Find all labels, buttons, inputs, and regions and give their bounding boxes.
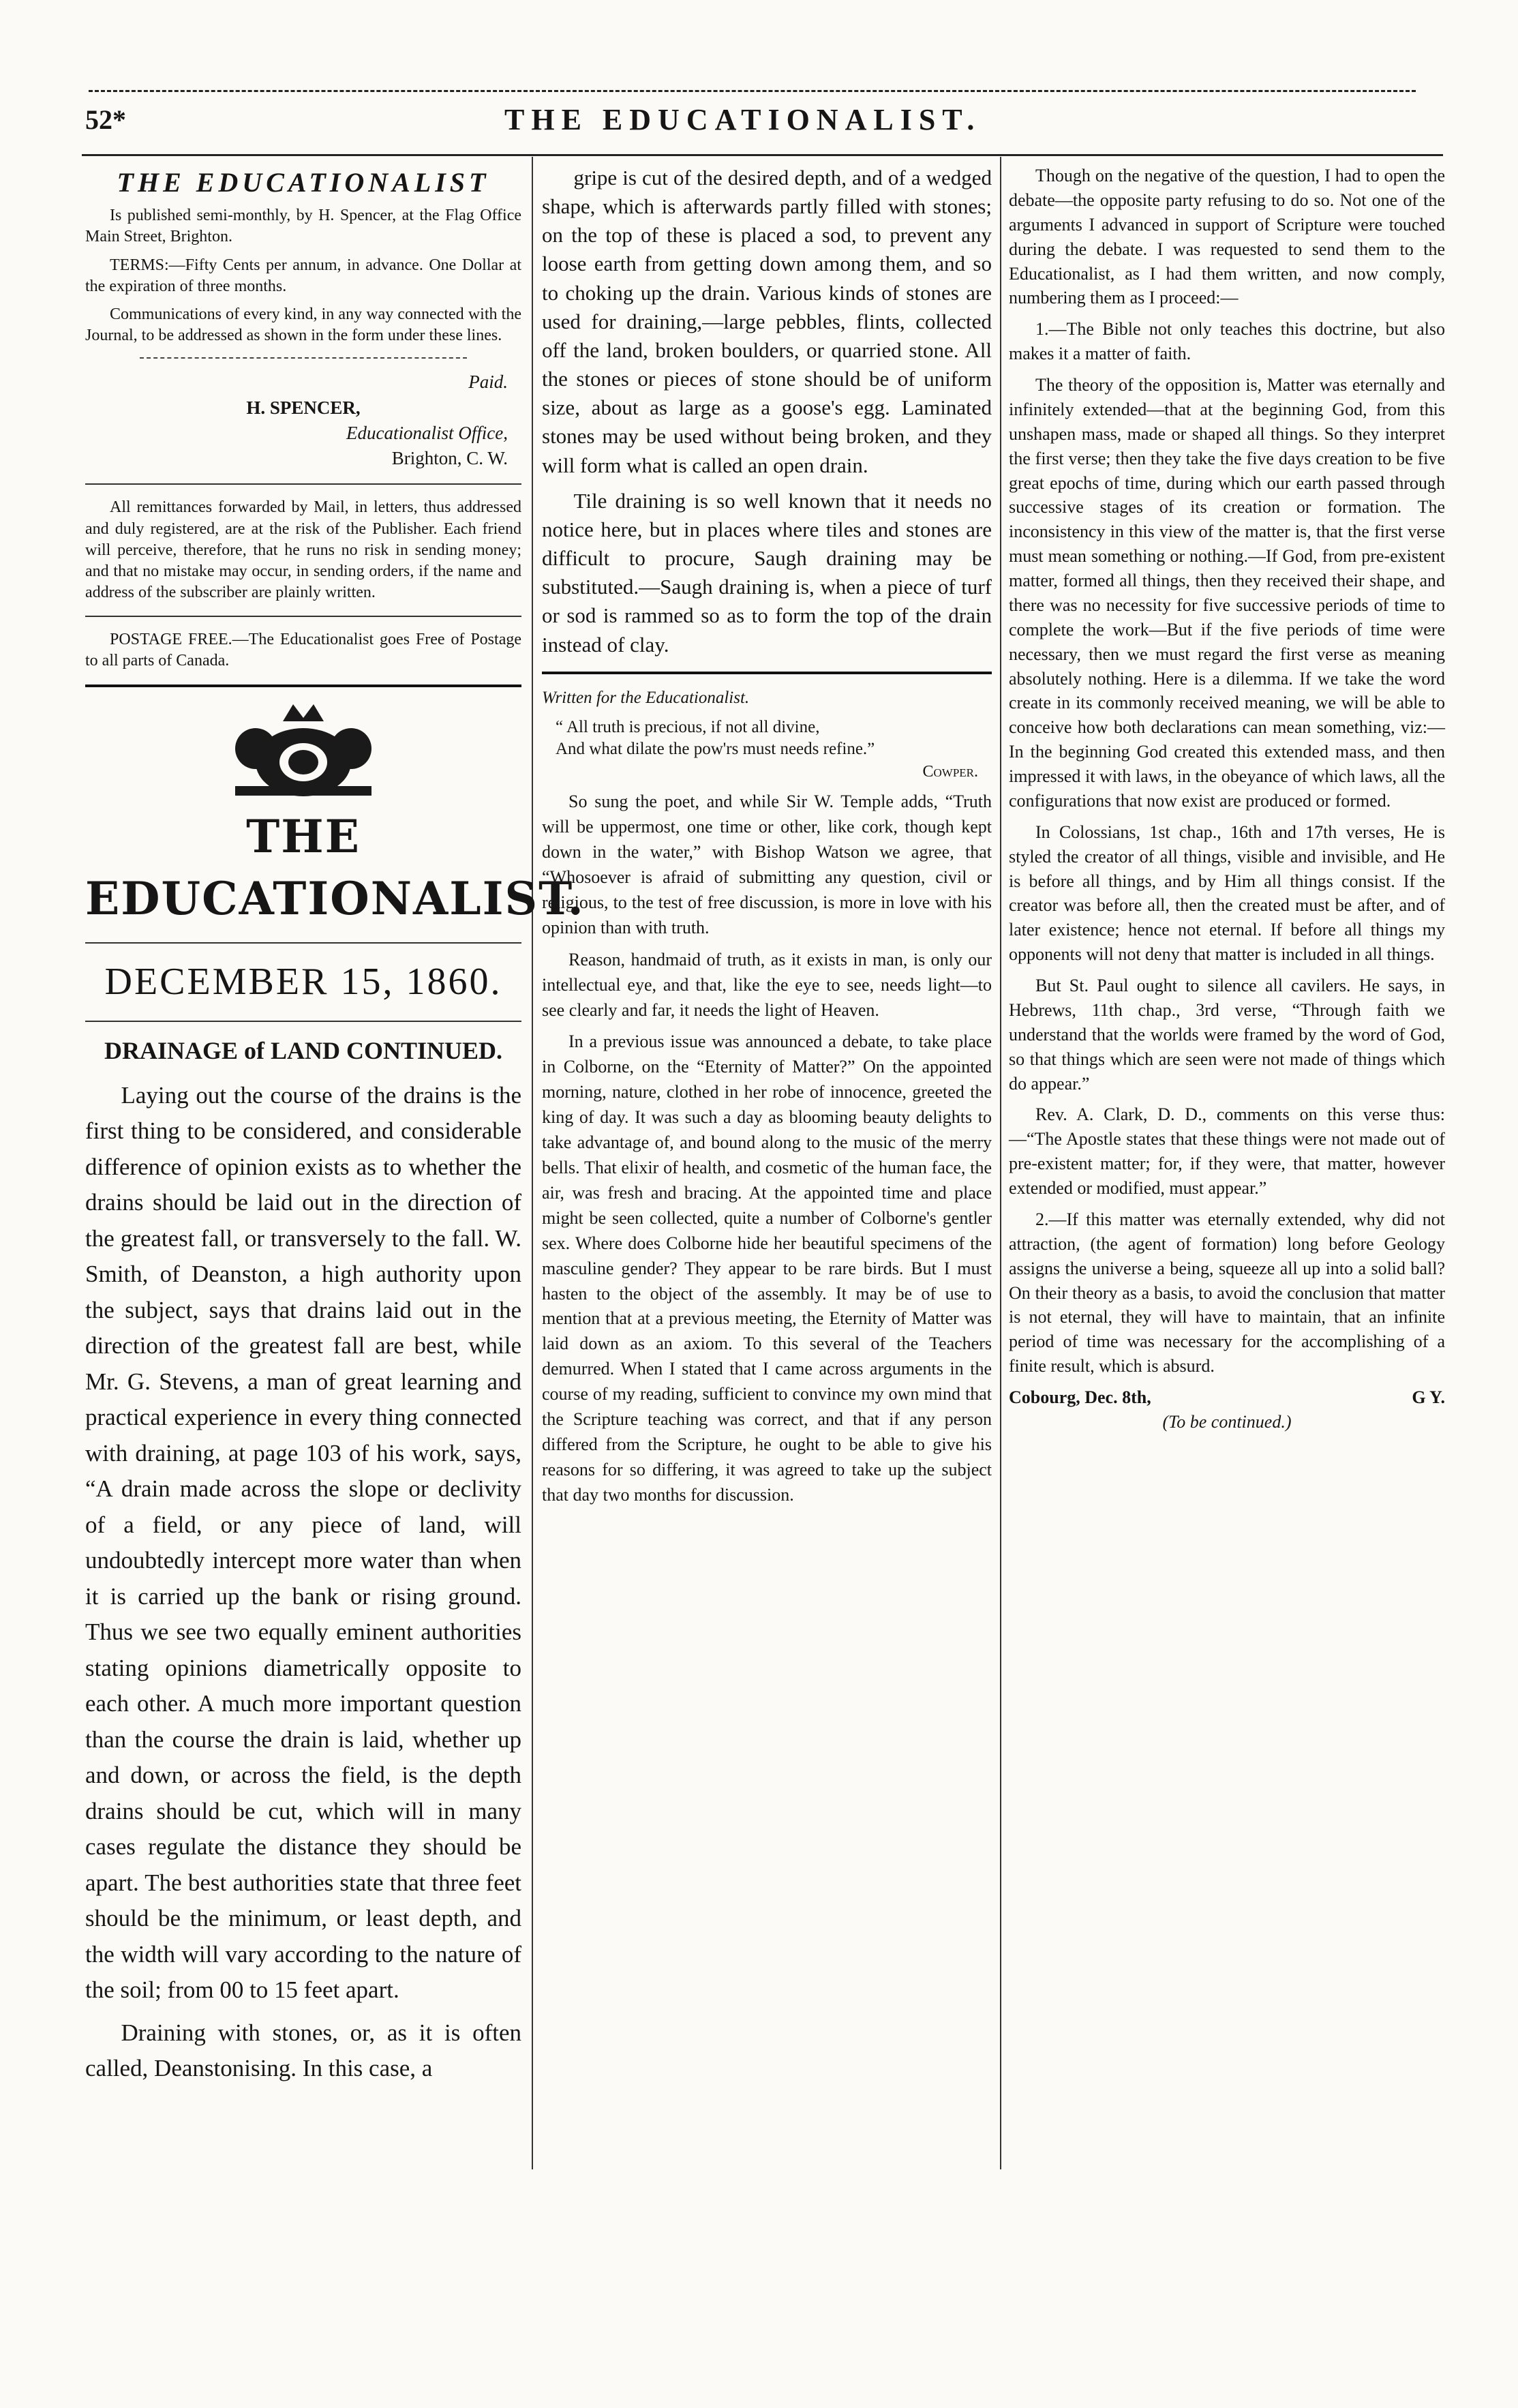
column-2 — [542, 164, 992, 1515]
article-paragraph: Though on the negative of the question, I had to open the debate—the opposite party refusing to do so. Not one of the arguments I advanced in support of Scripture were touched during the debate. I was requested to send them to the Educationalist, as I had them written, and now comply, numbering them as I proceed:— — [1009, 166, 1445, 308]
author-initials: G Y. — [1412, 1387, 1445, 1407]
nameplate: THE EDUCATIONALIST. — [85, 809, 585, 925]
separator — [85, 616, 521, 617]
separator — [85, 942, 521, 944]
publisher-place: Brighton, C. W. — [391, 448, 508, 469]
article-paragraph: Rev. A. Clark, D. D., comments on this verse thus:—“The Apostle states that these things were not made out of pre-existent matter; for, if they were, that matter, however extended or modified, must appear.” — [1009, 1104, 1445, 1198]
separator — [542, 672, 992, 674]
running-title: THE EDUCATIONALIST. — [504, 103, 982, 136]
terms-notice: TERMS:—Fifty Cents per annum, in advance. One Dollar at the expiration of three months. — [85, 256, 521, 295]
article-paragraph: Draining with stones, or, as it is often called, Deanstonising. In this case, a — [85, 2019, 521, 2082]
issue-date: DECEMBER 15, 1860. — [104, 960, 502, 1003]
article-paragraph: Tile draining is so well known that it needs no notice here, but in places where tiles and stones are difficult to procure, Saugh draining may be substituted.—Saugh draining is, when a piece of turf or sod is rammed so as to form the top of the drain instead of clay. — [542, 488, 992, 657]
column-rule — [532, 157, 533, 2169]
publisher-notice: Is published semi-monthly, by H. Spencer, at the Flag Office Main Street, Brighton. — [85, 207, 521, 246]
article-paragraph: 1.—The Bible not only teaches this doctrine, but also makes it a matter of faith. — [1009, 319, 1445, 364]
article-paragraph: In Colossians, 1st chap., 16th and 17th verses, He is styled the creator of all things, visible and invisible, and He is before all things, and by Him all things consist. If the creator was before all, then the created must be after, and of later existence; hence not eternal. If before all things my opponents will not deny that matter is included in all things. — [1009, 822, 1445, 965]
article-paragraph: But St. Paul ought to silence all cavilers. He says, in Hebrews, 11th chap., 3rd verse, “Through faith we understand that the worlds were framed by the word of God, so that things which are seen were not made of things which do appear.” — [1009, 976, 1445, 1094]
letter-signature — [1009, 1385, 1445, 1410]
article-paragraph: Reason, handmaid of truth, as it exists in man, is only our intellectual eye, and that, like the eye to see, needs light—to see clearly and far, it needs the light of Heaven. — [542, 949, 992, 1020]
article-paragraph: Laying out the course of the drains is the first thing to be considered, and considerable difference of opinion exists as to whether the drains should be laid out in the direction of the greatest fall, or transversely to the fall. W. Smith, of Deanston, a high authority upon the subject, says that drains laid out in the direction of the greatest fall are best, while Mr. G. Stevens, a man of great learning and practical experience in every thing connected with draining, at page 103 of his work, says, “A drain made across the slope or declivity of a field, or any piece of land, will undoubtedly intercept more water than when it is carried up the bank or rising ground. Thus we see two equally eminent authorities stating opinions diametrically opposite to each other. A much more important question than the course the drain is laid, whether up and down, or across the field, is the depth drains should be cut, which will in many cases regulate the distance they should be apart. The best authorities state that three feet should be the minimum, or least depth, and the width will vary according to the nature of the soil; from 00 to 15 feet apart. — [85, 1081, 521, 2004]
article-paragraph: gripe is cut of the desired depth, and of a wedged shape, which is afterwards partly filled with stones; on the top of these is placed a sod, to prevent any loose earth from getting down among them, and so to choking up the drain. Various kinds of stones are used for draining,—large pebbles, flints, collected off the land, broken boulders, or quarried stone. All the stones or pieces of stone should be of uniform size, about as large as a goose's egg. Laminated stones may be used without being broken, and they will form what is called an open drain. — [542, 166, 992, 477]
header-bottom-rule — [82, 154, 1443, 156]
article-headline: DRAINAGE of LAND CONTINUED. — [104, 1037, 503, 1065]
publisher-name: H. SPENCER, — [246, 397, 361, 418]
column-rule — [1000, 157, 1001, 2169]
poem-attribution: Cowper. — [922, 762, 978, 781]
poem-line: And what dilate the pow'rs must needs refine.” — [556, 740, 875, 759]
royal-crest-icon — [208, 701, 399, 803]
article-paragraph: So sung the poet, and while Sir W. Temple adds, “Truth will be uppermost, one time or other, like cork, though kept down in the water,” with Bishop Watson we agree, that “Whosoever is afraid of submitting any question, civil or religious, to the test of free discussion, is more in love with his opinion than with truth. — [542, 792, 992, 937]
article-paragraph: In a previous issue was announced a debate, to take place in Colborne, on the “Eternity of Matter?” On the appointed morning, nature, clothed in her robe of innocence, greeted the king of day. It was such a day as blooming beauty delights to take advantage of, and bound along to the music of the merry bells. That elixir of health, and cosmetic of the human face, the air, was fresh and bracing. At the appointed time and place might be seen collected, quite a number of Colborne's gentler sex. Where does Colborne hide her beautiful specimens of the masculine gender? They appear to be rare birds. But I must hasten to the object of the assembly. It may be of use to mention that at a previous meeting, the Eternity of Matter was laid down as an axiom. To this several of the Teachers demurred. When I stated that I came across arguments in the course of my reading, sufficient to convince my own mind that the Scripture teaching was correct, and that if any person differed from the Scripture, he ought to be able to give his reasons for so differing, it was agreed to take up the subject that day two months for discussion. — [542, 1032, 992, 1505]
separator — [85, 483, 521, 485]
communications-notice: Communications of every kind, in any way connected with the Journal, to be addressed as shown in the form under these lines. — [85, 305, 521, 345]
byline: Written for the Educationalist. — [542, 688, 750, 707]
column-3 — [1009, 164, 1445, 1434]
separator — [140, 357, 467, 359]
page-number: 52* — [85, 104, 126, 135]
article-paragraph: The theory of the opposition is, Matter was eternally and infinitely extended—that at the beginning God, from this unshapen mass, made or shaped all things. So they interpret the first verse; then they take the five days creation to be five great epochs of time, during which our earth passed through successive stages of its creation or formation. The inconsistency in this view of the matter is, that the first verse must mean something or nothing.—If God, from pre-existent matter, formed all things, then they received their shape, and there was no necessity for five successive periods of time to complete the work—But if the five periods of time were necessary, then we must regard the first verse as meaning absolutely nothing. Here is a dilemma. If we take the word create in its commonly received meaning, we will be able to conceive how both declarations can mean something, viz:—In the beginning God created this extended mass, and then impressed it with laws, in the obeyance of which laws, all the configurations that now exist are produced or formed. — [1009, 375, 1445, 811]
postage-notice: POSTAGE FREE.—The Educationalist goes Free of Postage to all parts of Canada. — [85, 631, 521, 670]
separator — [85, 1021, 521, 1022]
masthead-title: THE EDUCATIONALIST — [117, 167, 490, 198]
article-paragraph: 2.—If this matter was eternally extended, why did not attraction, (the agent of formation) long before Geology assigns the universe a being, squeeze all up into a solid ball? On their theory as a basis, to avoid the conclusion that matter is not eternal, they will have to maintain, that an infinite period of time was necessary for the accomplishing of a finite result, which is absurd. — [1009, 1209, 1445, 1376]
publisher-office: Educationalist Office, — [346, 422, 508, 443]
poem-line: “ All truth is precious, if not all divine, — [556, 717, 820, 736]
header-rule — [89, 90, 1416, 92]
remittances-notice: All remittances forwarded by Mail, in letters, thus addressed and duly registered, are at the risk of the Publisher. Each friend will perceive, therefore, that he runs no risk in sending money; and that no mistake may occur, in sending orders, if the name and address of the subscriber are plainly written. — [85, 498, 521, 602]
continued-note: (To be continued.) — [1162, 1411, 1292, 1432]
letter-dateline: Cobourg, Dec. 8th, — [1009, 1387, 1151, 1407]
paid-label: Paid. — [468, 372, 508, 393]
column-1 — [85, 164, 585, 2094]
separator — [85, 684, 521, 687]
